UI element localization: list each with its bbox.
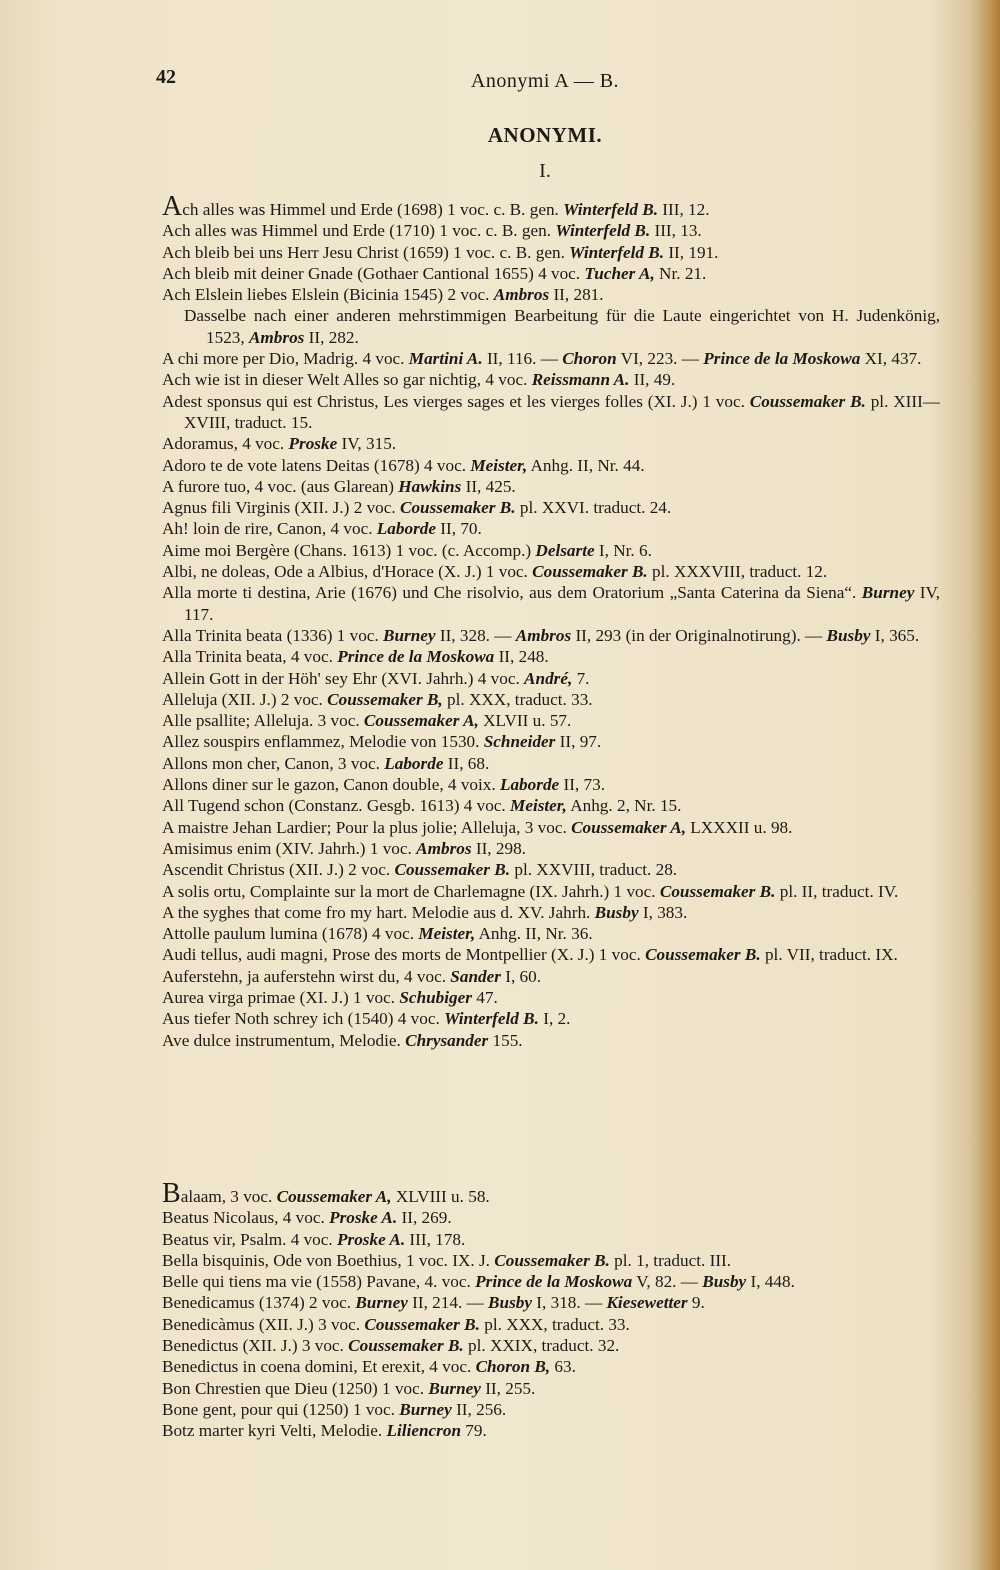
page-number: 42 [156,66,176,88]
entry-source: Prince de la Moskowa [475,1272,633,1292]
entry-text: Allons diner sur le gazon, Canon double, 4 voix. [162,775,500,795]
entry-text: A chi more per Dio, Madrig. 4 voc. [162,349,409,369]
catalog-entry [162,689,940,710]
entry-source: Delsarte [535,540,595,560]
entry-text: 155. [488,1030,523,1050]
catalog-entry [162,305,940,348]
catalog-entry [162,1178,940,1209]
entry-text: III, 13. [650,221,702,241]
entry-source: Burney [383,625,436,645]
catalog-entry [162,540,940,561]
catalog-entry [162,497,940,518]
entry-text: Amisimus enim (XIV. Jahrh.) 1 voc. [162,838,417,858]
entry-text: A the syghes that come fro my hart. Melodie aus d. XV. Jahrh. [162,902,595,922]
entry-source: Burney [355,1293,408,1313]
entry-source: Choron B, [475,1357,551,1377]
initial-capital: A [162,191,183,222]
entry-source: Coussemaker B. [749,391,866,411]
entry-text: Albi, ne doleas, Ode a Albius, d'Horace (X. J.) 1 voc. [162,562,533,582]
catalog-entry [162,1030,940,1051]
catalog-entry [162,433,940,454]
entry-source: Coussemaker B. [532,562,648,582]
entry-text: II, 282. [304,327,359,347]
entry-source: Burney [861,583,915,603]
entry-text: I, 365. [870,625,920,645]
catalog-entry [162,1008,940,1029]
entry-text: pl. XXVIII, traduct. 28. [510,860,678,880]
entry-text: Aurea virga primae (XI. J.) 1 voc. [162,987,400,1007]
entry-source: Ambros [515,625,572,645]
entry-source: Busby [702,1272,747,1292]
entry-text: II, 68. [443,753,490,773]
entry-text: pl. VII, traduct. IX. [760,945,898,965]
entry-source: Coussemaker B. [364,1314,480,1334]
entry-source: Winterfeld B. [555,221,651,241]
entry-text: Benedicamus (1374) 2 voc. [162,1293,356,1313]
entry-source: Meister, [418,924,476,944]
entry-list-a [162,191,941,1051]
catalog-entry [162,987,940,1008]
entry-text: Benedictus (XII. J.) 3 voc. [162,1336,349,1356]
catalog-entry [162,1335,940,1356]
entry-list-b [162,1178,940,1442]
catalog-entry [162,582,940,625]
entry-text: II, 49. [629,370,676,390]
catalog-entry [162,518,940,539]
catalog-entry [162,646,940,667]
catalog-entry [162,455,940,476]
entry-source: Coussemaker B. [394,860,511,880]
entry-text: I, 383. [638,902,688,922]
entry-text: II, 293 (in der Originalnotirung). — [571,625,827,645]
entry-text: II, 191. [664,242,719,262]
section-number: I. [539,160,551,182]
entry-text: pl. XXIX, traduct. 32. [463,1336,620,1356]
entry-text: V, 82. — [632,1272,703,1292]
entry-text: pl. XXX, traduct. 33. [479,1314,630,1334]
entry-text: Beatus Nicolaus, 4 voc. [162,1208,330,1228]
entry-text: III, 12. [658,200,710,219]
entry-source: Coussemaker B, [327,689,443,709]
entry-text: Ach Elslein liebes Elslein (Bicinia 1545) 2 voc. [162,285,494,305]
entry-text: Agnus fili Virginis (XII. J.) 2 voc. [162,498,400,518]
catalog-entry [162,1378,940,1399]
entry-text: II, 298. [471,838,526,858]
entry-text: Botz marter kyri Velti, Melodie. [162,1421,387,1441]
entry-source: Chrysander [405,1030,489,1050]
entry-source: Ambros [493,285,550,305]
entry-source: Laborde [376,519,436,539]
entry-source: Hawkins [398,476,462,496]
entry-text: I, Nr. 6. [594,540,652,560]
entry-source: Coussemaker A, [276,1187,392,1206]
entry-text: Alle psallite; Alleluja. 3 voc. [162,711,364,731]
entry-text: Ach alles was Himmel und Erde (1698) 1 voc. c. B. gen. [162,191,564,222]
entry-text: 63. [550,1357,576,1377]
entry-source: Laborde [499,775,560,795]
entry-source: Burney [399,1399,452,1419]
page-edge-shadow [978,0,1000,1570]
entry-text: Anhg. 2, Nr. 15. [566,796,682,816]
entry-text: I, 60. [500,966,542,986]
catalog-entry [162,753,940,774]
entry-source: Proske A. [337,1229,406,1249]
section-title: ANONYMI. [487,123,603,147]
entry-text: XLVIII u. 58. [391,1187,490,1206]
entry-text: II, 328. — [435,625,516,645]
entry-text: pl. XXVI. traduct. 24. [515,498,672,518]
entry-source: Tucher A, [584,263,655,283]
catalog-entry [162,1399,940,1420]
entry-text: II, 425. [461,476,516,496]
entry-text: 7. [572,668,590,688]
entry-source: Winterfeld B. [569,242,665,262]
entry-text: Ach alles was Himmel und Erde (1710) 1 voc. c. B. gen. [162,221,556,241]
catalog-entry [162,1292,940,1313]
catalog-entry [162,348,940,369]
entry-text: II, 214. — [407,1293,489,1313]
catalog-entry [162,1229,940,1250]
catalog-entry [162,838,940,859]
entry-text: Alleluja (XII. J.) 2 voc. [162,689,328,709]
catalog-entry [162,263,940,284]
entry-text: I, 448. [746,1272,795,1292]
entry-source: Kiesewetter [606,1293,688,1313]
entry-source: Coussemaker B. [348,1336,464,1356]
catalog-entry [162,191,940,222]
entry-text: Aus tiefer Noth schrey ich (1540) 4 voc. [162,1009,445,1029]
entry-text: Adoramus, 4 voc. [162,434,289,454]
entry-source: Prince de la Moskowa [337,647,495,667]
entry-source: Liliencron [386,1421,461,1441]
entry-source: Busby [594,902,639,922]
entry-text: pl. XXX, traduct. 33. [442,689,593,709]
catalog-entry [162,1207,940,1228]
entry-text: I, 2. [538,1009,571,1029]
entry-text: Belle qui tiens ma vie (1558) Pavane, 4. voc. [162,1272,476,1292]
entry-text: Ave dulce instrumentum, Melodie. [162,1030,406,1050]
entry-source: Coussemaker A, [363,711,479,731]
entry-source: Ambros [416,838,472,858]
entry-source: Proske A. [329,1208,398,1228]
entry-text: Allez souspirs enflammez, Melodie von 1530. [162,732,484,752]
catalog-entry [162,476,940,497]
entry-source: Meister, [510,796,567,816]
entry-source: Coussemaker B. [400,498,516,518]
entry-text: Ah! loin de rire, Canon, 4 voc. [162,519,377,539]
entry-text: II, 269. [397,1208,452,1228]
catalog-entry [162,710,940,731]
entry-text: Adoro te de vote latens Deitas (1678) 4 voc. [162,455,471,475]
entry-text: Benedicàmus (XII. J.) 3 voc. [162,1314,365,1334]
catalog-entry [162,1271,940,1292]
entry-source: Ambros [248,327,305,347]
entry-source: Coussemaker A, [571,817,686,837]
entry-text: Bon Chrestien que Dieu (1250) 1 voc. [162,1378,429,1398]
entry-text: Audi tellus, audi magni, Prose des morts de Montpellier (X. J.) 1 voc. [162,945,646,965]
catalog-entry [162,242,940,263]
entry-text: Dasselbe nach einer anderen mehrstimmigen Bearbeitung für die Laute eingerichtet von H. Judenkönig, 1523, [184,306,940,347]
entry-text: II, 248. [494,647,549,667]
catalog-entry [162,966,940,987]
entry-source: Laborde [384,753,444,773]
entry-text: Adest sponsus qui est Christus, Les vierges sages et les vierges folles (XI. J.) 1 voc. [162,391,750,411]
running-title: Anonymi A — B. [470,70,620,92]
catalog-entry [162,1250,940,1271]
entry-text: Ascendit Christus (XII. J.) 2 voc. [162,860,395,880]
entry-source: André, [524,668,573,688]
entry-source: Prince de la Moskowa [703,349,861,369]
entry-text: 9. [687,1293,705,1313]
entry-text: Attolle paulum lumina (1678) 4 voc. [162,924,419,944]
entry-text: IV, 117. [184,583,941,624]
entry-text: VI, 223. — [616,349,704,369]
entry-text: I, 318. — [531,1293,607,1313]
entry-text: II, 97. [555,732,602,752]
catalog-entry [162,220,940,241]
entry-text: Alla morte ti destina, Arie (1676) und Che risolvio, aus dem Oratorium „Santa Caterina da Siena“. [162,583,862,603]
entry-text: Allons mon cher, Canon, 3 voc. [162,753,385,773]
entry-text: Benedictus in coena domini, Et erexit, 4 voc. [162,1357,476,1377]
entry-source: Sander [450,966,501,986]
entry-text: Auferstehn, ja auferstehn wirst du, 4 voc. [162,966,451,986]
entry-text: Ach wie ist in dieser Welt Alles so gar nichtig, 4 voc. [162,370,532,390]
entry-text: II, 116. — [482,349,563,369]
entry-text: All Tugend schon (Constanz. Gesgb. 1613) 4 voc. [162,796,511,816]
entry-text: Bone gent, pour qui (1250) 1 voc. [162,1399,400,1419]
entry-text: II, 255. [480,1378,536,1398]
entry-text: A maistre Jehan Lardier; Pour la plus jolie; Alleluja, 3 voc. [162,817,572,837]
entry-text: Balaam, 3 voc. [162,1178,277,1209]
catalog-entry [162,369,940,390]
page-header [150,64,940,94]
catalog-entry [162,625,940,646]
catalog-entry [162,561,940,582]
entry-source: Busby [488,1293,532,1313]
entry-source: Reissmann A. [531,370,630,390]
catalog-entry [162,859,940,880]
entry-text: Alla Trinita beata (1336) 1 voc. [162,625,384,645]
entry-text: II, 281. [549,285,604,305]
entry-text: Bella bisquinis, Ode von Boethius, 1 voc. IX. J. [162,1250,495,1270]
entry-text: Anhg. II, Nr. 44. [527,455,645,475]
entry-text: A solis ortu, Complainte sur la mort de Charlemagne (IX. Jahrh.) 1 voc. [162,881,660,901]
entry-text: pl. II, traduct. IV. [775,881,899,901]
entry-source: Busby [826,625,871,645]
entry-source: Winterfeld B. [444,1009,539,1029]
catalog-entry [162,817,940,838]
entry-text: LXXXII u. 98. [686,817,793,837]
entry-text: III, 178. [405,1229,466,1249]
entry-text: pl. 1, traduct. III. [609,1250,732,1270]
entry-text: A furore tuo, 4 voc. (aus Glarean) [162,476,399,496]
entry-text: Beatus vir, Psalm. 4 voc. [162,1229,337,1249]
entry-text: pl. XXXVIII, traduct. 12. [647,562,828,582]
entry-source: Coussemaker B. [494,1250,610,1270]
entry-text: II, 73. [559,775,605,795]
initial-capital: B [162,1178,181,1209]
entry-source: Meister, [470,455,528,475]
entry-text: Ach bleib bei uns Herr Jesu Christ (1659) 1 voc. c. B. gen. [162,242,570,262]
catalog-entry [162,902,940,923]
catalog-entry [162,923,940,944]
catalog-entry [162,881,940,902]
entry-source: Proske [288,434,338,454]
entry-source: Winterfeld B. [563,200,658,219]
entry-text: IV, 315. [337,434,397,454]
entry-text: 47. [471,987,498,1007]
entry-text: XI, 437. [860,349,922,369]
entry-source: Burney [428,1378,481,1398]
catalog-entry [162,944,940,965]
entry-source: Martini A. [408,349,483,369]
catalog-entry [162,1356,940,1377]
catalog-entry [162,774,940,795]
catalog-entry [162,731,940,752]
entry-source: Schubiger [399,987,472,1007]
entry-text: Aime moi Bergère (Chans. 1613) 1 voc. (c. Accomp.) [162,540,536,560]
catalog-entry [162,1420,940,1441]
entry-text: Anhg. II, Nr. 36. [475,924,593,944]
entry-text: II, 70. [436,519,482,539]
entry-source: Schneider [483,732,556,752]
catalog-entry [162,668,940,689]
catalog-entry [162,795,940,816]
entry-text: Alla Trinita beata, 4 voc. [162,647,338,667]
entry-source: Coussemaker B. [645,945,761,965]
entry-text: Nr. 21. [654,263,707,283]
entry-source: Choron [562,349,617,369]
entry-source: Coussemaker B. [659,881,776,901]
entry-text: Ach bleib mit deiner Gnade (Gothaer Cantional 1655) 4 voc. [162,263,585,283]
catalog-entry [162,1314,940,1335]
entry-text: 79. [461,1421,487,1441]
entry-text: pl. XIII—XVIII, traduct. 15. [184,391,940,432]
entry-text: XLVII u. 57. [478,711,572,731]
catalog-entry [162,284,940,305]
catalog-entry [162,391,940,434]
entry-text: II, 256. [451,1399,507,1419]
entry-text: Allein Gott in der Höh' sey Ehr (XVI. Jahrh.) 4 voc. [162,668,525,688]
